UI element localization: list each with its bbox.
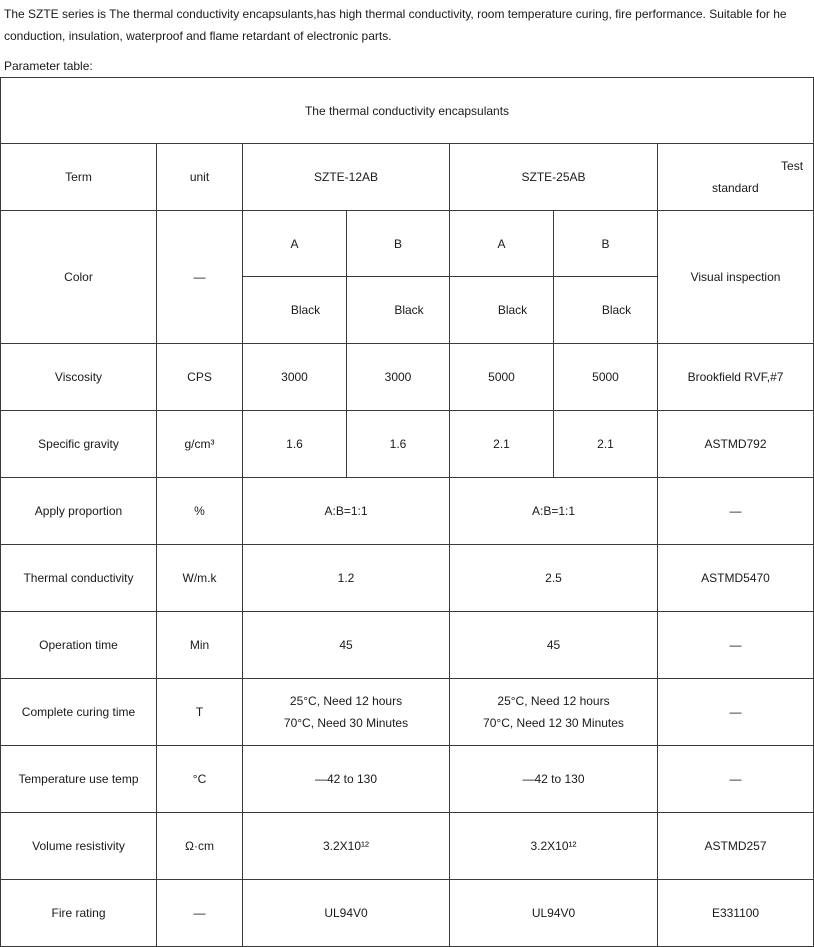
parameter-table [0,77,814,947]
table-row-fire-rating [1,880,814,947]
color-value-12ab-a: Black [243,277,347,344]
curing-25ab-line-1: 25°C, Need 12 hours [497,694,610,708]
gravity-test: ASTMD792 [658,411,814,478]
fire-term: Fire rating [1,880,157,947]
table-title-row [1,78,814,144]
gravity-12ab-a: 1.6 [243,411,347,478]
fire-unit: — [157,880,243,947]
viscosity-12ab-a: 3000 [243,344,347,411]
table-row-temperature [1,746,814,813]
conductivity-25ab: 2.5 [450,545,658,612]
fire-25ab: UL94V0 [450,880,658,947]
color-part-12ab-a: A [243,211,347,277]
operation-25ab: 45 [450,612,658,679]
temperature-unit: °C [157,746,243,813]
temperature-25ab: —42 to 130 [450,746,658,813]
table-row-curing-time [1,679,814,746]
gravity-term: Specific gravity [1,411,157,478]
viscosity-unit: CPS [157,344,243,411]
header-product-szte-25ab: SZTE-25AB [450,144,658,211]
intro-line-1: The SZTE series is The thermal conductivity encapsulants,has high thermal conductivity, room temperature curing, fire performance. Suitable for he [4,7,787,21]
color-part-12ab-b: B [347,211,450,277]
table-row-volume-resistivity [1,813,814,880]
conductivity-test: ASTMD5470 [658,545,814,612]
operation-term: Operation time [1,612,157,679]
curing-12ab [243,679,450,746]
conductivity-unit: W/m.k [157,545,243,612]
table-caption: Parameter table: [4,59,93,73]
table-row-specific-gravity [1,411,814,478]
viscosity-25ab-b: 5000 [554,344,658,411]
color-term: Color [1,211,157,344]
color-value-25ab-b: Black [554,277,658,344]
gravity-25ab-a: 2.1 [450,411,554,478]
curing-25ab-line-2: 70°C, Need 12 30 Minutes [483,716,624,730]
resistivity-term: Volume resistivity [1,813,157,880]
proportion-term: Apply proportion [1,478,157,545]
conductivity-12ab: 1.2 [243,545,450,612]
table-row-apply-proportion [1,478,814,545]
viscosity-12ab-b: 3000 [347,344,450,411]
resistivity-test: ASTMD257 [658,813,814,880]
curing-12ab-line-1: 25°C, Need 12 hours [289,694,403,708]
gravity-unit: g/cm³ [157,411,243,478]
viscosity-term: Viscosity [1,344,157,411]
table-header-row [1,144,814,211]
conductivity-term: Thermal conductivity [1,545,157,612]
gravity-25ab-b: 2.1 [554,411,658,478]
curing-12ab-line-2: 70°C, Need 30 Minutes [283,716,409,730]
proportion-test: — [658,478,814,545]
table-title: The thermal conductivity encapsulants [1,78,814,144]
proportion-25ab: A:B=1:1 [450,478,658,545]
intro-paragraph [4,3,814,47]
curing-unit: T [157,679,243,746]
header-unit: unit [157,144,243,211]
color-test: Visual inspection [658,211,814,344]
temperature-test: — [658,746,814,813]
table-row-viscosity [1,344,814,411]
curing-term: Complete curing time [1,679,157,746]
header-term: Term [1,144,157,211]
resistivity-25ab: 3.2X10¹² [450,813,658,880]
resistivity-12ab: 3.2X10¹² [243,813,450,880]
gravity-12ab-b: 1.6 [347,411,450,478]
fire-test: E331100 [658,880,814,947]
header-test-line-2: standard [712,181,759,195]
curing-test: — [658,679,814,746]
temperature-term: Temperature use temp [1,746,157,813]
viscosity-test: Brookfield RVF,#7 [658,344,814,411]
fire-12ab: UL94V0 [243,880,450,947]
table-row-operation-time [1,612,814,679]
color-value-25ab-a: Black [450,277,554,344]
header-test-line-1: Test [781,159,804,173]
header-test-standard [658,144,814,211]
color-part-25ab-a: A [450,211,554,277]
color-value-12ab-b: Black [347,277,450,344]
table-row-color-parts [1,211,814,277]
color-unit: — [157,211,243,344]
header-product-szte-12ab: SZTE-12AB [243,144,450,211]
temperature-12ab: —42 to 130 [243,746,450,813]
operation-unit: Min [157,612,243,679]
curing-25ab [450,679,658,746]
proportion-12ab: A:B=1:1 [243,478,450,545]
intro-line-2: conduction, insulation, waterproof and flame retardant of electronic parts. [4,29,392,43]
viscosity-25ab-a: 5000 [450,344,554,411]
proportion-unit: % [157,478,243,545]
operation-12ab: 45 [243,612,450,679]
color-part-25ab-b: B [554,211,658,277]
operation-test: — [658,612,814,679]
table-row-thermal-conductivity [1,545,814,612]
resistivity-unit: Ω·cm [157,813,243,880]
